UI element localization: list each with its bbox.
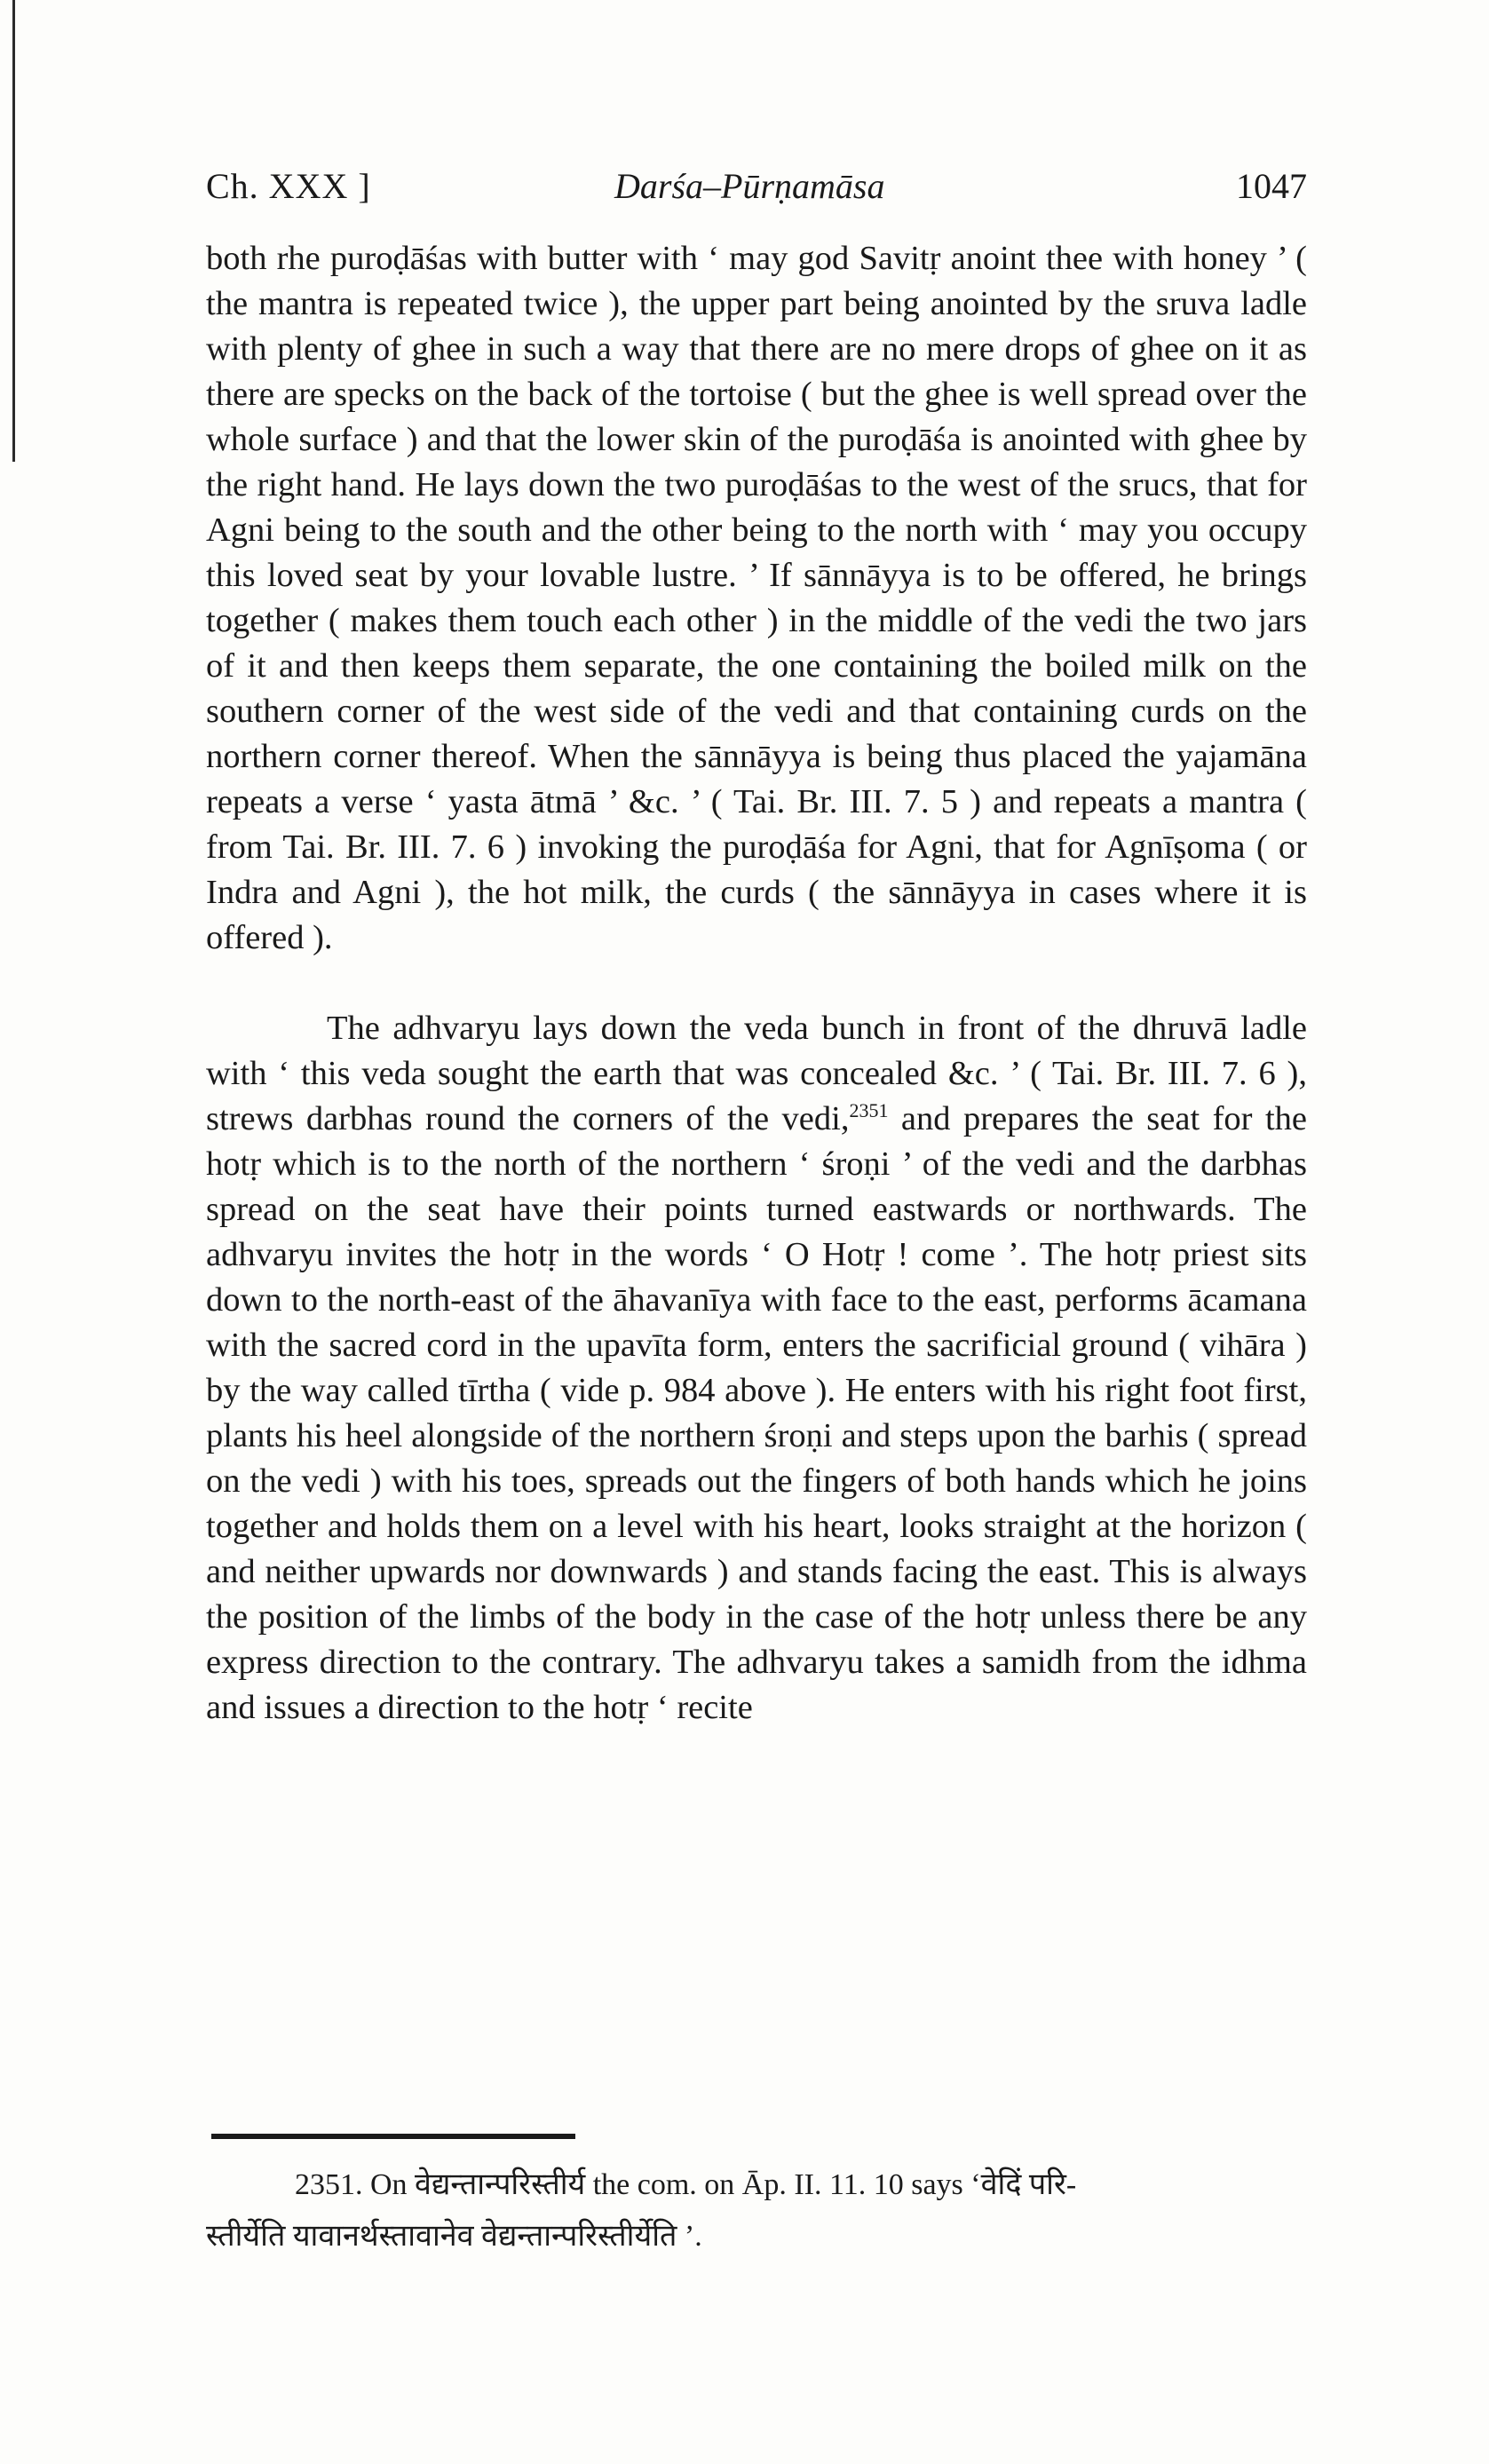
page-edge-line — [12, 0, 15, 462]
paragraph-2-text-before-footnote: The adhvaryu lays down the veda bunch in front of the dhruvā ladle with ‘ this veda sought the earth that was concealed &c. ’ ( Tai. Br. III. 7. 6 ), strews darbhas round the corners of the vedi, — [206, 1010, 1307, 1137]
footnote-line-1 — [206, 2159, 1307, 2211]
footnote-text-1: On वेद्यन्तान्परिस्तीर्य the com. on Āp. II. 11. 10 says ‘वेदिं परि- — [370, 2168, 1077, 2201]
running-header — [206, 165, 1307, 218]
footnote — [206, 2159, 1307, 2262]
body-text — [206, 236, 1307, 1731]
paragraph-2-text-after-footnote: and prepares the seat for the hotṛ which is to the north of the northern ‘ śroṇi ’ of the vedi and the darbhas spread on the seat have their points turned eastwards or northwards. The adhvaryu invites the hotṛ in the words ‘ O Hotṛ ! come ’. The hotṛ priest sits down to the north-east of the āhavanīya with face to the east, performs ācamana with the sacred cord in the upavīta form, enters the sacrificial ground ( vihāra ) by the way called tīrtha ( vide p. 984 above ). He enters with his right foot first, plants his heel alongside of the northern śroṇi and steps upon the barhis ( spread on the vedi ) with his toes, spreads out the fingers of both hands which he joins together and holds them on a level with his heart, looks straight at the horizon ( and neither upwards nor downwards ) and stands facing the east. This is always the position of the limbs of the body in the case of the hotṛ unless there be any express direction to the contrary. The adhvaryu takes a samidh from the idhma and issues a direction to the hotṛ ‘ recite — [206, 1100, 1307, 1726]
footnote-divider — [211, 2134, 575, 2139]
footnote-line-2: स्तीर्येति यावानर्थस्तावानेव वेद्यन्तान्परिस्तीर्येति ’. — [206, 2220, 702, 2253]
page-number: 1047 — [1236, 166, 1307, 206]
paragraph-2 — [206, 1006, 1307, 1731]
paragraph-1: both rhe puroḍāśas with butter with ‘ may god Savitṛ anoint thee with honey ’ ( the mantra is repeated twice ), the upper part being anointed by the sruva ladle with plenty of ghee in such a way that there are no mere drops of ghee on it as there are specks on the back of the tortoise ( but the ghee is well spread over the whole surface ) and that the lower skin of the puroḍāśa is anointed with ghee by the right hand. He lays down the two puroḍāśas to the west of the srucs, that for Agni being to the south and the other being to the north with ‘ may you occupy this loved seat by your lovable lustre. ’ If sānnāyya is to be offered, he brings together ( makes them touch each other ) in the middle of the vedi the two jars of it and then keeps them separate, the one containing the boiled milk on the southern corner of the west side of the vedi and that containing curds on the northern corner thereof. When the sānnāyya is being thus placed the yajamāna repeats a verse ‘ yasta ātmā ’ &c. ’ ( Tai. Br. III. 7. 5 ) and repeats a mantra ( from Tai. Br. III. 7. 6 ) invoking the puroḍāśa for Agni, that for Agnīṣoma ( or Indra and Agni ), the hot milk, the curds ( the sānnāyya in cases where it is offered ). — [206, 240, 1307, 956]
running-title: Darśa–Pūrṇamāsa — [614, 166, 885, 206]
footnote-number: 2351. — [295, 2168, 363, 2201]
chapter-label: Ch. XXX ] — [206, 166, 371, 206]
footnote-marker: 2351 — [849, 1099, 889, 1122]
